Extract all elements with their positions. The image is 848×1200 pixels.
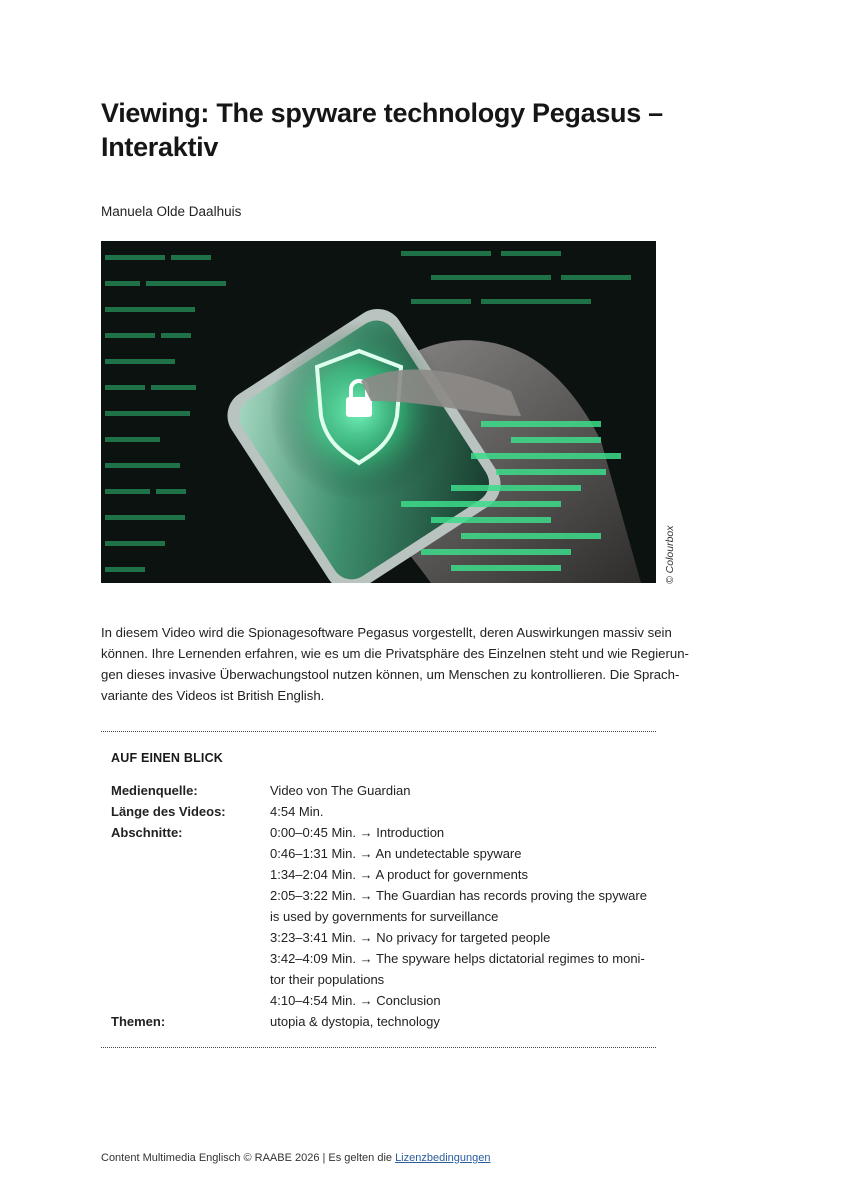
- section-item: 2:05–3:22 Min. → The Guardian has records proving the spyware: [270, 888, 647, 903]
- dotted-divider-top: [101, 731, 656, 732]
- section-item: 3:42–4:09 Min. → The spyware helps dictatorial regimes to moni-: [270, 951, 645, 966]
- dotted-divider-bottom: [101, 1047, 656, 1048]
- glance-info-table: [111, 780, 656, 1032]
- topics-value: utopia & dystopia, technology: [270, 1014, 440, 1029]
- info-row-topics: [111, 1011, 656, 1032]
- info-row-source: [111, 780, 656, 801]
- section-item: 0:46–1:31 Min. → An undetectable spyware: [270, 846, 522, 861]
- intro-paragraph: [101, 622, 689, 706]
- section-item: 3:23–3:41 Min. → No privacy for targeted people: [270, 930, 551, 945]
- image-credit: © Colourbox: [664, 525, 676, 584]
- intro-line: variante des Videos ist British English.: [101, 688, 325, 703]
- section-item: 1:34–2:04 Min. → A product for governments: [270, 867, 528, 882]
- length-value: 4:54 Min.: [270, 804, 324, 819]
- length-label: Länge des Videos:: [111, 804, 226, 819]
- glance-heading: AUF EINEN BLICK: [111, 751, 224, 765]
- sections-label: Abschnitte:: [111, 825, 183, 840]
- section-item: 0:00–0:45 Min. → Introduction: [270, 825, 445, 840]
- hero-image: [101, 241, 656, 583]
- author-name: Manuela Olde Daalhuis: [101, 204, 242, 219]
- section-item: tor their populations: [270, 972, 385, 987]
- intro-line: In diesem Video wird die Spionagesoftware Pegasus vorgestellt, deren Auswirkungen massiv sein: [101, 625, 672, 640]
- section-item: 4:10–4:54 Min. → Conclusion: [270, 993, 441, 1008]
- title-line-2: Interaktiv: [101, 132, 219, 162]
- title-line-1: Viewing: The spyware technology Pegasus –: [101, 98, 663, 128]
- license-link[interactable]: Lizenzbedingungen: [395, 1152, 491, 1164]
- source-label: Medienquelle:: [111, 783, 198, 798]
- info-row-length: [111, 801, 656, 822]
- sections-list: [270, 822, 656, 1011]
- page-title: [101, 96, 701, 164]
- source-value: Video von The Guardian: [270, 783, 411, 798]
- info-row-sections: [111, 822, 656, 1011]
- topics-label: Themen:: [111, 1014, 166, 1029]
- section-item: is used by governments for surveillance: [270, 909, 499, 924]
- intro-line: können. Ihre Lernenden erfahren, wie es um die Privatsphäre des Einzelnen steht und wie Regierun-: [101, 646, 689, 661]
- intro-line: gen dieses invasive Überwachungstool nutzen können, um Menschen zu kontrollieren. Die Sprach-: [101, 667, 680, 682]
- footer-text: Content Multimedia Englisch © RAABE 2026 | Es gelten die: [101, 1152, 396, 1164]
- page-footer: [101, 1152, 490, 1164]
